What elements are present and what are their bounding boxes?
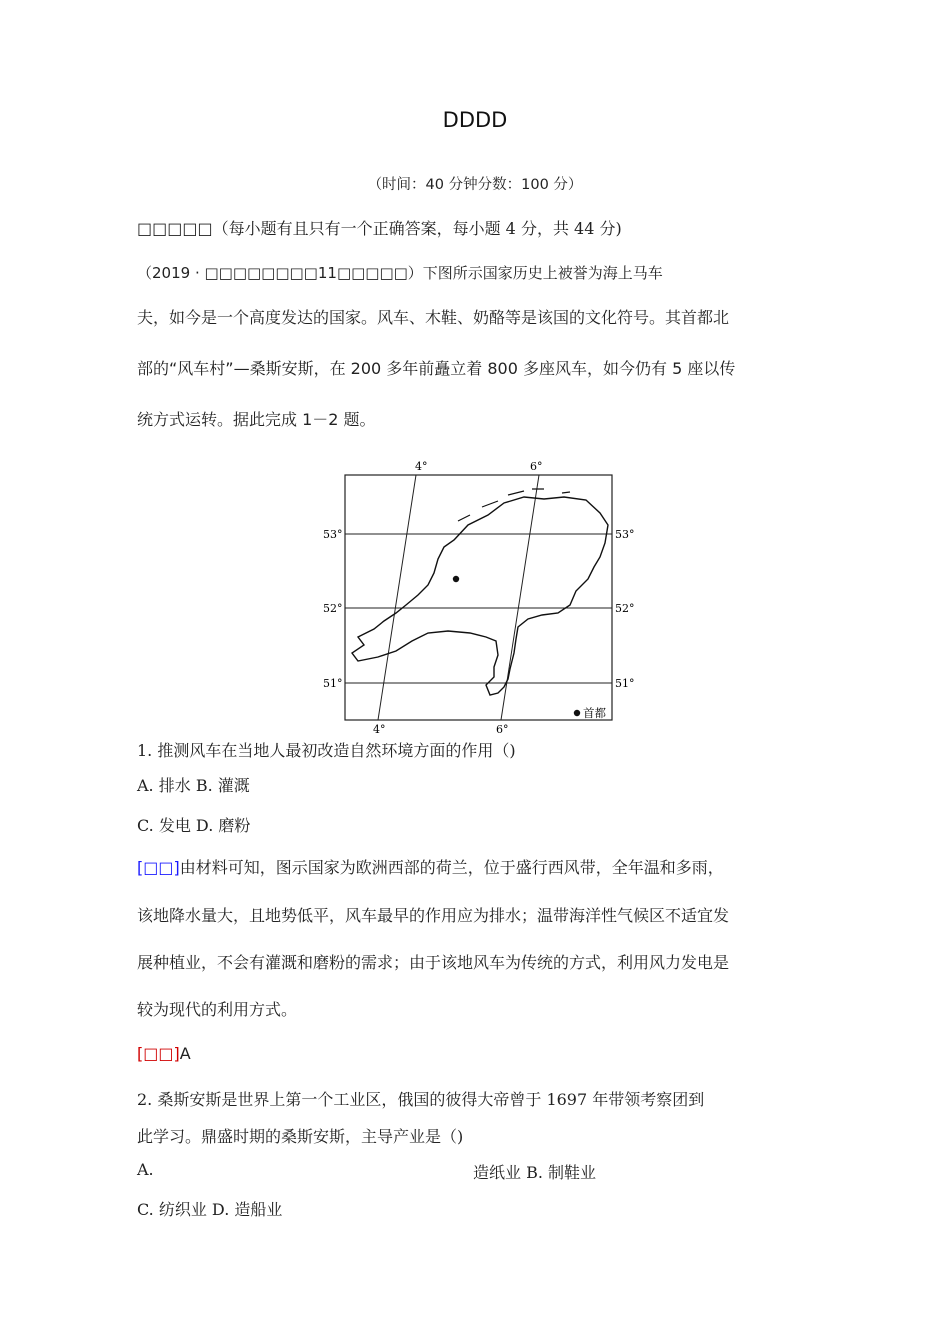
intro-line-1: （2019 · □□□□□□□□11□□□□□）下图所示国家历史上被誉为海上马车 xyxy=(137,264,663,282)
capital-marker xyxy=(453,576,459,582)
q1-options-ab: A. 排水 B. 灌溉 xyxy=(137,776,250,795)
intro-line-4: 统方式运转。据此完成 1－2 题。 xyxy=(137,410,376,429)
document-title: DDDD xyxy=(442,108,508,132)
right-lat-53-label: 53° xyxy=(615,528,635,541)
answer-tag: [□□] xyxy=(137,1044,180,1063)
q2-stem-line-2: 此学习。鼎盛时期的桑斯安斯，主导产业是（) xyxy=(137,1127,464,1146)
top-lon-6-label: 6° xyxy=(530,460,543,473)
intro-line-2: 夫，如今是一个高度发达的国家。风车、木鞋、奶酪等是该国的文化符号。其首都北 xyxy=(137,308,730,327)
legend-capital-icon xyxy=(574,710,580,716)
analysis-text: 由材料可知，图示国家为欧洲西部的荷兰，位于盛行西风带，全年温和多雨， xyxy=(179,858,724,877)
answer-value: A xyxy=(179,1044,191,1063)
wadden-islands xyxy=(458,489,570,521)
q1-options-cd: C. 发电 D. 磨粉 xyxy=(137,816,251,835)
top-lon-4-label: 4° xyxy=(415,460,428,473)
right-lat-52-label: 52° xyxy=(615,602,635,615)
section-header: □□□□□（每小题有且只有一个正确答案，每小题 4 分，共 44 分) xyxy=(137,219,622,238)
analysis-tag: [□□] xyxy=(137,858,180,877)
intro-line-3: 部的“风车村”—桑斯安斯，在 200 多年前矗立着 800 多座风车，如今仍有 5 座以传 xyxy=(137,359,736,378)
q1-analysis-line-3: 展种植业，不会有灌溉和磨粉的需求；由于该地风车为传统的方式，利用风力发电是 xyxy=(137,953,730,972)
legend-capital-label: 首都 xyxy=(583,706,606,720)
q2-option-a-label: A. xyxy=(137,1160,154,1179)
q1-answer xyxy=(137,1044,191,1063)
q1-stem: 1. 推测风车在当地人最初改造自然环境方面的作用（) xyxy=(137,741,516,760)
q2-options-cd: C. 纺织业 D. 造船业 xyxy=(137,1200,283,1219)
netherlands-map xyxy=(318,455,648,736)
left-lat-52-label: 52° xyxy=(323,602,343,615)
exam-meta: （时间：40 分钟分数：100 分） xyxy=(367,177,583,193)
bottom-lon-6-label: 6° xyxy=(496,723,509,736)
q1-analysis-line-2: 该地降水量大，且地势低平，风车最早的作用应为排水；温带海洋性气候区不适宜发 xyxy=(137,906,730,925)
right-lat-51-label: 51° xyxy=(615,677,635,690)
left-lat-53-label: 53° xyxy=(323,528,343,541)
q1-analysis-line-1 xyxy=(137,855,724,878)
q2-stem-line-1: 2. 桑斯安斯是世界上第一个工业区，俄国的彼得大帝曾于 1697 年带领考察团到 xyxy=(137,1090,705,1109)
bottom-lon-4-label: 4° xyxy=(373,723,386,736)
q2-option-a-text: 造纸业 B. 制鞋业 xyxy=(473,1163,597,1182)
left-lat-51-label: 51° xyxy=(323,677,343,690)
q1-analysis-line-4: 较为现代的利用方式。 xyxy=(137,1000,298,1019)
country-outline xyxy=(352,497,608,695)
